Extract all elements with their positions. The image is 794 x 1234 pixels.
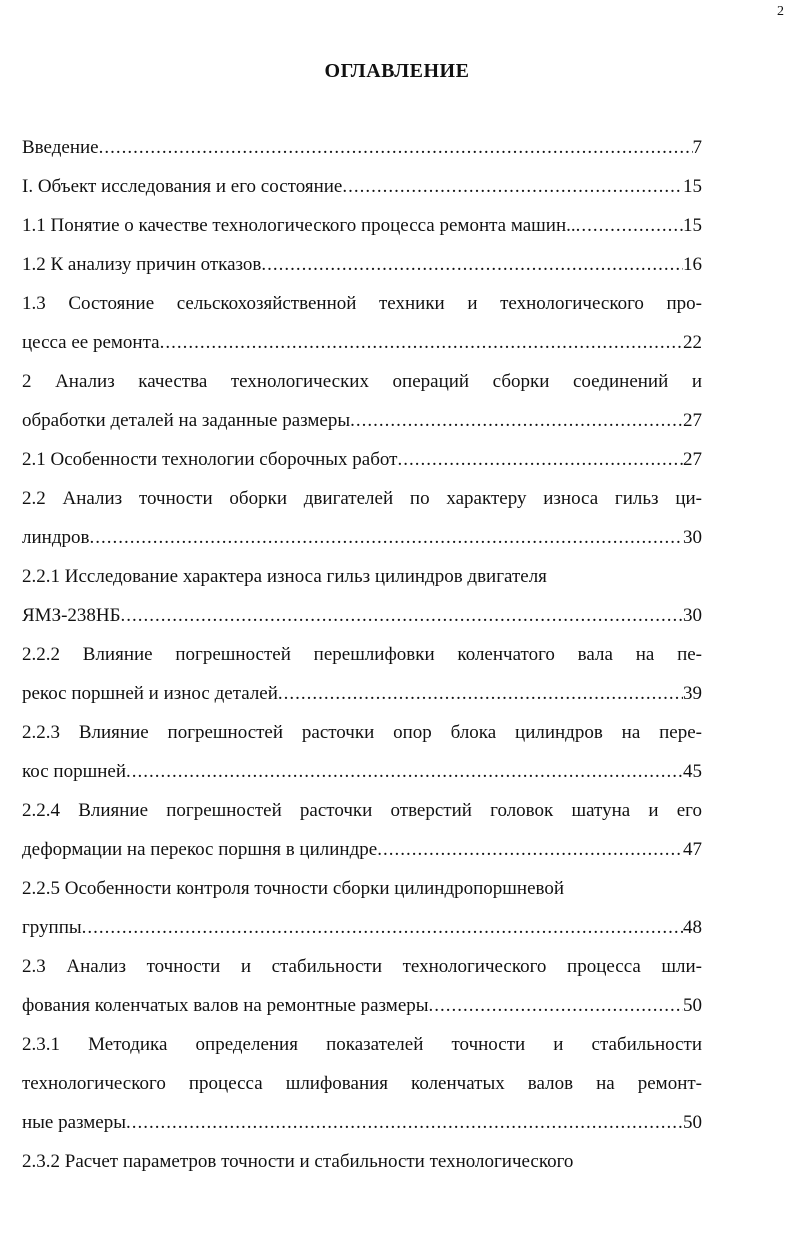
toc-entry-text: группы: [22, 917, 82, 938]
toc-entry-page: 45: [683, 761, 702, 782]
toc-entry-page: 27: [683, 449, 702, 470]
toc-entry-text: линдров: [22, 527, 90, 548]
toc-entry-2-3-1: [22, 1103, 702, 1142]
toc-entry-page: 15: [683, 176, 702, 197]
toc-entry-page: 39: [683, 683, 702, 704]
toc-entry-text: ЯМЗ-238НБ: [22, 605, 121, 626]
toc-leader-dots: [99, 128, 693, 167]
toc-entry-2-2-line1: 2.2 Анализ точности оборки двигателей по характеру износа гильз ци-: [22, 488, 702, 509]
toc-leader-dots: [126, 1103, 683, 1142]
toc-entry-2-2-3-line1: 2.2.3 Влияние погрешностей расточки опор блока цилиндров на пере-: [22, 722, 702, 743]
toc-entry-text: кос поршней: [22, 761, 126, 782]
toc-entry-2-2-1-line1: 2.2.1 Исследование характера износа гильз цилиндров двигателя: [22, 566, 547, 587]
toc-entry-text: 1.2 К анализу причин отказов: [22, 254, 262, 275]
toc-entry-2-2-5-line1: 2.2.5 Особенности контроля точности сборки цилиндропоршневой: [22, 878, 565, 899]
toc-entry-page: 47: [683, 839, 702, 860]
toc-leader-dots: [160, 323, 683, 362]
toc-entry-text: Введение: [22, 137, 99, 158]
toc-entry-text: 2.1 Особенности технологии сборочных работ: [22, 449, 398, 470]
toc-entry-chapter-2-line1: 2 Анализ качества технологических операций сборки соединений и: [22, 371, 702, 392]
toc-entry-introduction: [22, 128, 702, 167]
toc-entry-page: 30: [683, 527, 702, 548]
toc-entry-text: деформации на перекос поршня в цилиндре: [22, 839, 378, 860]
toc-entry-chapter-1: [22, 167, 702, 206]
toc-entry-2-2-1: [22, 596, 702, 635]
toc-entry-2-2-4: [22, 830, 702, 869]
toc-entry-page: 48: [683, 917, 702, 938]
toc-entry-2-2-2: [22, 674, 702, 713]
toc-entry-2-2-3: [22, 752, 702, 791]
toc-entry-text: ные размеры: [22, 1112, 127, 1133]
toc-leader-dots: [261, 245, 683, 284]
toc-entry-page: 22: [683, 332, 702, 353]
toc-leader-dots: [82, 908, 683, 947]
toc-entry-2-2-4-line1: 2.2.4 Влияние погрешностей расточки отверстий головок шатуна и его: [22, 800, 702, 821]
toc-entry-page: 16: [683, 254, 702, 275]
toc-leader-dots: [126, 752, 683, 791]
toc-leader-dots: [377, 830, 683, 869]
toc-leader-dots: [350, 401, 683, 440]
toc-entry-2-3: [22, 986, 702, 1025]
toc-entry-1-3: [22, 323, 702, 362]
toc-entry-text: рекос поршней и износ деталей: [22, 683, 278, 704]
toc-entry-1-2: [22, 245, 702, 284]
toc-leader-dots: [278, 674, 683, 713]
toc-entry-2-3-1-line2: технологического процесса шлифования коленчатых валов на ремонт-: [22, 1073, 702, 1094]
toc-entry-page: 30: [683, 605, 702, 626]
toc-entry-page: 15: [683, 215, 702, 236]
toc-entry-page: 50: [683, 995, 702, 1016]
toc-leader-dots: [121, 596, 683, 635]
page-number: 2: [777, 4, 784, 19]
toc-entry-text: I. Объект исследования и его состояние: [22, 176, 343, 197]
toc-entry-2-3-2-line1: 2.3.2 Расчет параметров точности и стабильности технологического: [22, 1151, 574, 1172]
toc-leader-dots: [342, 167, 683, 206]
toc-leader-dots: [576, 206, 683, 245]
toc-entry-2-2-5: [22, 908, 702, 947]
toc-entry-text: обработки деталей на заданные размеры: [22, 410, 351, 431]
toc-entry-text: 1.1 Понятие о качестве технологического процесса ремонта машин..: [22, 215, 576, 236]
toc-entry-2-3-line1: 2.3 Анализ точности и стабильности технологического процесса шли-: [22, 956, 702, 977]
toc-entry-page: 7: [692, 137, 702, 158]
page-title: ОГЛАВЛЕНИЕ: [324, 60, 470, 82]
toc-entry-page: 50: [683, 1112, 702, 1133]
toc-entry-chapter-2: [22, 401, 702, 440]
toc-leader-dots: [397, 440, 683, 479]
toc-entry-2-1: [22, 440, 702, 479]
toc-entry-1-1: [22, 206, 702, 245]
toc-entry-2-3-1-line1: 2.3.1 Методика определения показателей точности и стабильности: [22, 1034, 702, 1055]
toc-entry-2-2-2-line1: 2.2.2 Влияние погрешностей перешлифовки коленчатого вала на пе-: [22, 644, 702, 665]
toc-leader-dots: [89, 518, 683, 557]
toc-entry-text: цесса ее ремонта: [22, 332, 160, 353]
toc-entry-page: 27: [683, 410, 702, 431]
toc-entry-1-3-line1: 1.3 Состояние сельскохозяйственной техники и технологического про-: [22, 293, 702, 314]
toc-entry-2-2: [22, 518, 702, 557]
toc-leader-dots: [429, 986, 683, 1025]
table-of-contents: [22, 128, 702, 1181]
toc-entry-text: фования коленчатых валов на ремонтные размеры: [22, 995, 429, 1016]
